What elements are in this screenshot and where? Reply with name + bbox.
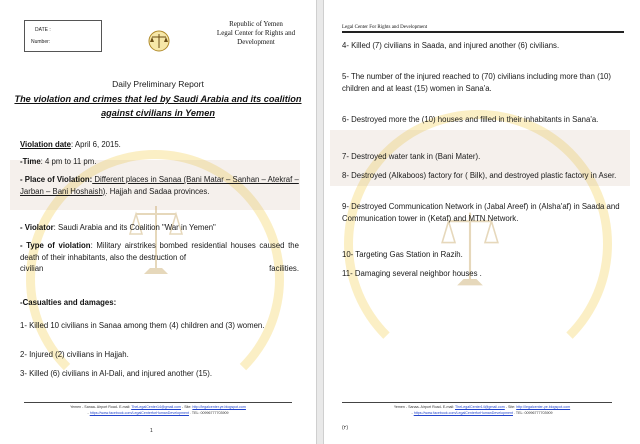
list-item: 4- Killed (7) civilians in Saada, and injured another (6) civilians.	[342, 41, 560, 50]
violation-date-label: Violation date	[20, 140, 71, 149]
letterhead	[206, 20, 306, 47]
footer-email-link[interactable]: TheLegalCenter14@gmail.com	[455, 405, 505, 409]
casualties-heading-text: -Casualties and damages:	[20, 298, 117, 307]
place-label: - Place of Violation:	[20, 175, 93, 184]
violator-line	[20, 222, 299, 234]
page-number: 1	[150, 428, 153, 434]
footer-rule	[24, 402, 292, 403]
footer-facebook-link[interactable]: https://www.facebook.com/LegalCenterforHumanDevelopment	[89, 411, 189, 415]
violator-label: - Violator	[20, 223, 54, 232]
time-line	[20, 156, 299, 168]
list-item: 5- The number of the injured reached to (70) civilians including more than (10) children and at least (15) women in Sana'a.	[342, 72, 611, 93]
number-label: Number:	[31, 39, 51, 45]
list-item: 3- Killed (6) civilians in Al-Dali, and injured another (15).	[20, 369, 212, 378]
footer-line-2	[324, 410, 640, 416]
list-item: 6- Destroyed more the (10) houses and filled in their inhabitants in Sana'a.	[342, 115, 599, 124]
report-kind: Daily Preliminary Report	[112, 79, 204, 89]
list-item: 9- Destroyed Communication Network in (Jabal Areef) in (Alsha'af) in Saada and Communication tower in (Ketaf) and MTN Network.	[342, 202, 620, 223]
center-name: Legal Center for Rights and Development	[216, 29, 296, 46]
type-of-violation	[20, 240, 299, 275]
page-number: (٢)	[342, 425, 349, 431]
list-item: 7- Destroyed water tank in (Bani Mater).	[342, 152, 481, 161]
casualties-heading	[20, 297, 299, 309]
page-left	[0, 0, 316, 444]
type-value-facilities: facilities.	[269, 264, 299, 273]
list-item: 11- Damaging several neighbor houses .	[342, 269, 482, 278]
footer-site-label: - Site:	[505, 405, 516, 409]
place-value-underlined: Different places in Sanaa (Bani Matar – Sanhan – Atekraf – Jarban – Bani Hoshaish)	[20, 175, 299, 196]
date-number-box	[24, 20, 102, 52]
page-gutter	[316, 0, 324, 444]
time-label: -Time	[20, 157, 41, 166]
footer-tel: . TEL: 00996777703909	[189, 411, 229, 415]
page-right	[324, 0, 640, 444]
place-of-violation	[20, 174, 299, 197]
footer-fb-prefix: -	[87, 411, 89, 415]
type-value-civilian: civilian	[20, 264, 44, 273]
footer-line-2	[0, 410, 316, 416]
list-item: 2- Injured (2) civilians in Hajjah.	[20, 350, 129, 359]
type-value: : Military airstrikes bombed residential houses caused the death of their inhabitants, also the destruction of	[20, 241, 299, 262]
footer-site-label: - Site:	[182, 405, 192, 409]
footer	[324, 404, 640, 416]
type-last-line	[20, 263, 299, 275]
date-label: DATE :	[35, 27, 51, 33]
list-item: 1- Killed 10 civilians in Sanaa among them (4) children and (3) women.	[20, 321, 265, 330]
footer-facebook-link[interactable]: https://www.facebook.com/LegalCenterforHumanDevelopment	[413, 411, 513, 415]
footer-site-link[interactable]: http://legalcenter-ye.blogspot.com	[516, 405, 571, 409]
footer-tel: . TEL: 00996777703909	[513, 411, 553, 415]
footer	[0, 404, 316, 416]
type-label: - Type of violation	[20, 241, 91, 250]
list-item: 8- Destroyed (Alkaboos) factory for ( Bilk), and destroyed plastic factory in Aser.	[342, 171, 617, 180]
footer-fb-prefix: -	[411, 411, 413, 415]
place-value-rest: . Hajjah and Sadaa provinces.	[105, 186, 210, 196]
violator-value: : Saudi Arabia and its Coalition "War in Yemen"	[53, 223, 216, 232]
report-title: The violation and crimes that led by Saudi Arabia and its coalition against civilians in Yemen	[14, 94, 302, 118]
footer-address: Yemen - Sanaa- Airport Road- E-mail:	[393, 405, 455, 409]
running-header: Legal Center For Rights and Development	[342, 25, 428, 30]
violation-date-value: : April 6, 2015.	[70, 140, 121, 149]
footer-email-link[interactable]: TheLegalCenter14@gmail.com	[131, 405, 181, 409]
list-item: 10- Targeting Gas Station in Razih.	[342, 250, 463, 259]
time-value: : 4 pm to 11 pm.	[40, 157, 97, 166]
footer-rule	[342, 402, 612, 403]
footer-site-link[interactable]: http://legalcenter.ye.blogspot.com	[192, 405, 246, 409]
republic-of-yemen: Republic of Yemen	[229, 20, 283, 28]
footer-address: Yemen - Sanaa- Airport Road- E-mail:	[70, 405, 131, 409]
center-logo-icon	[144, 30, 174, 52]
header-rule	[342, 31, 624, 33]
violation-date	[20, 139, 299, 151]
